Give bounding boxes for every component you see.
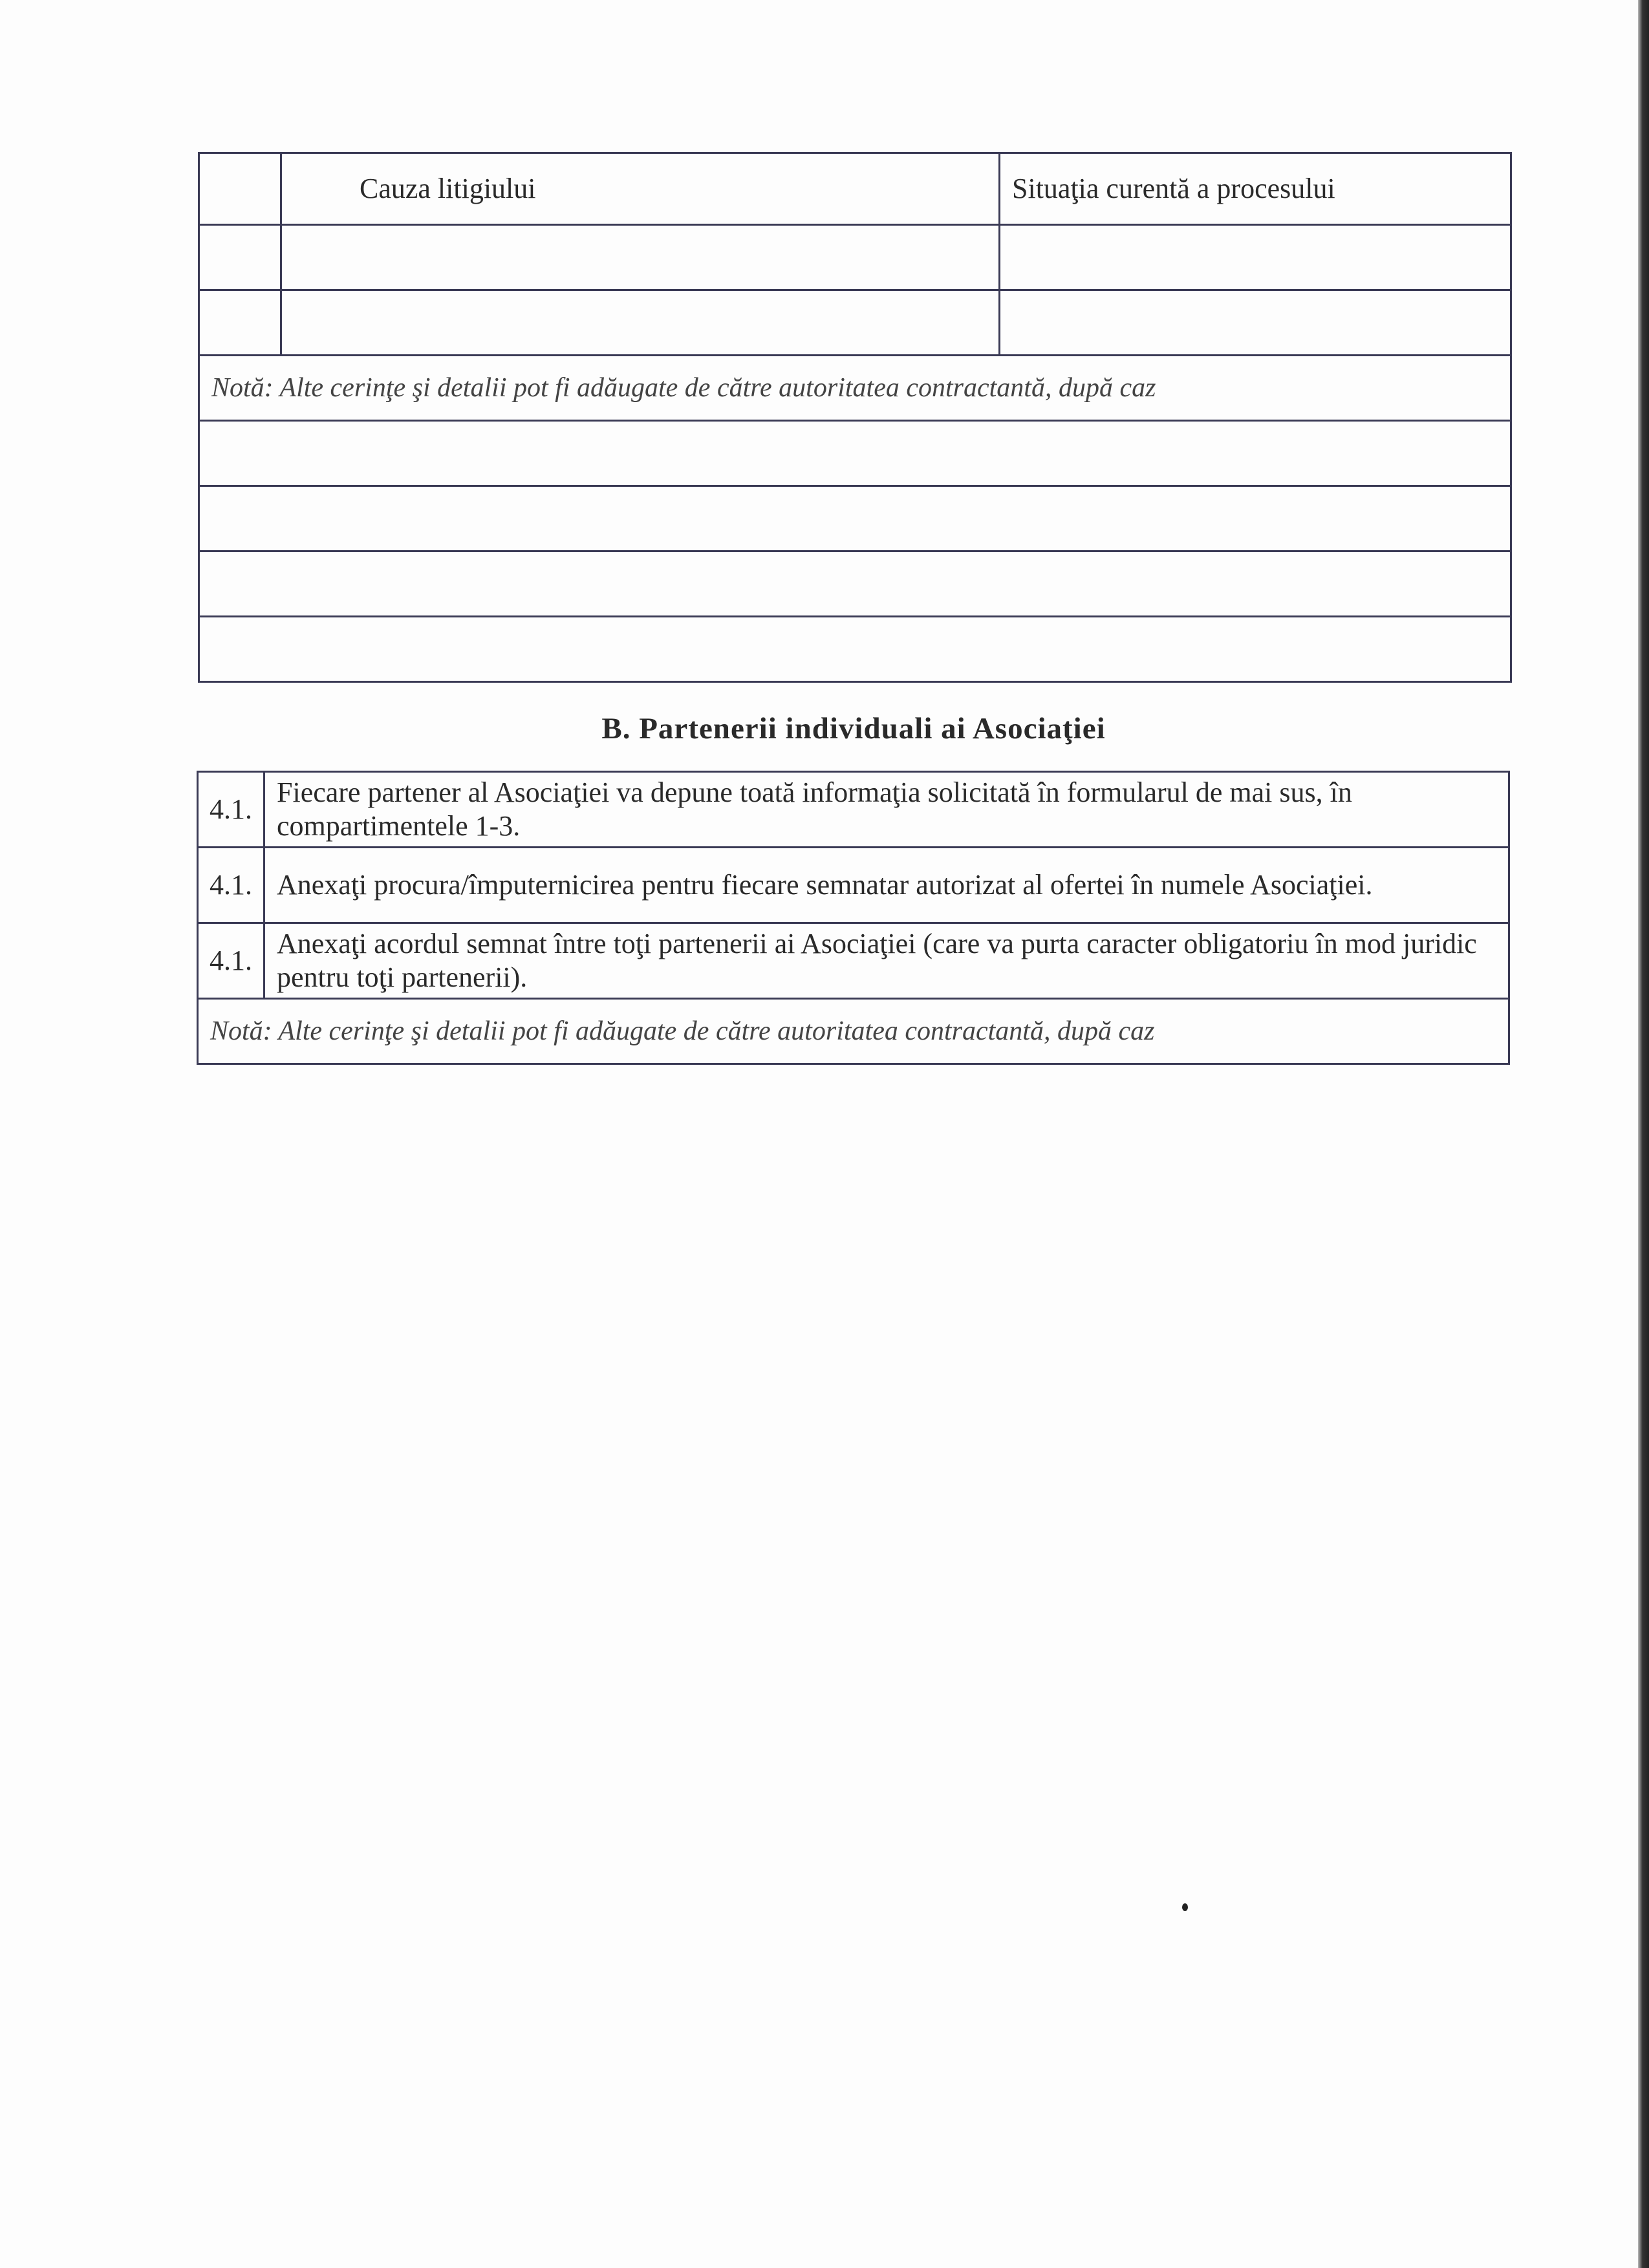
table-row [198,923,1509,999]
note-text: Notă: Alte cerinţe şi detalii pot fi adăugate de către autoritatea contractantă, după caz [198,999,1509,1064]
blank-row [199,617,1511,682]
cell [1000,290,1511,356]
note-text: Notă: Alte cerinţe şi detalii pot fi adăugate de către autoritatea contractantă, după caz [199,356,1511,421]
table-row [199,225,1511,290]
scan-speck [1182,1903,1188,1911]
item-text: Fiecare partener al Asociaţiei va depune toată informaţia solicitată în formularul de mai sus, în compartimentele 1-3. [264,772,1509,848]
blank-row [199,486,1511,551]
scan-edge [1638,0,1649,2268]
litigation-table [198,152,1512,683]
note-row [199,356,1511,421]
note-row [198,999,1509,1064]
item-number: 4.1. [198,923,264,999]
item-text: Anexaţi procura/împuternicirea pentru fiecare semnatar autorizat al ofertei în numele Asociaţiei. [264,848,1509,923]
cell [281,225,1000,290]
section-heading: B. Partenerii individuali ai Asociaţiei [601,712,1106,745]
cell [199,225,281,290]
item-number: 4.1. [198,848,264,923]
table-row [198,848,1509,923]
table-row [198,772,1509,848]
table-row [199,290,1511,356]
header-cell-index [199,153,281,225]
table-header-row [199,153,1511,225]
item-number: 4.1. [198,772,264,848]
blank-row [199,551,1511,617]
header-status: Situaţia curentă a procesului [1000,153,1511,225]
item-text: Anexaţi acordul semnat între toţi partenerii ai Asociaţiei (care va purta caracter obligatoriu în mod juridic pentru toţi partenerii). [264,923,1509,999]
cell [1000,225,1511,290]
header-cause: Cauza litigiului [281,153,1000,225]
cell [281,290,1000,356]
cell [199,290,281,356]
partners-table [197,771,1510,1065]
blank-row [199,421,1511,486]
